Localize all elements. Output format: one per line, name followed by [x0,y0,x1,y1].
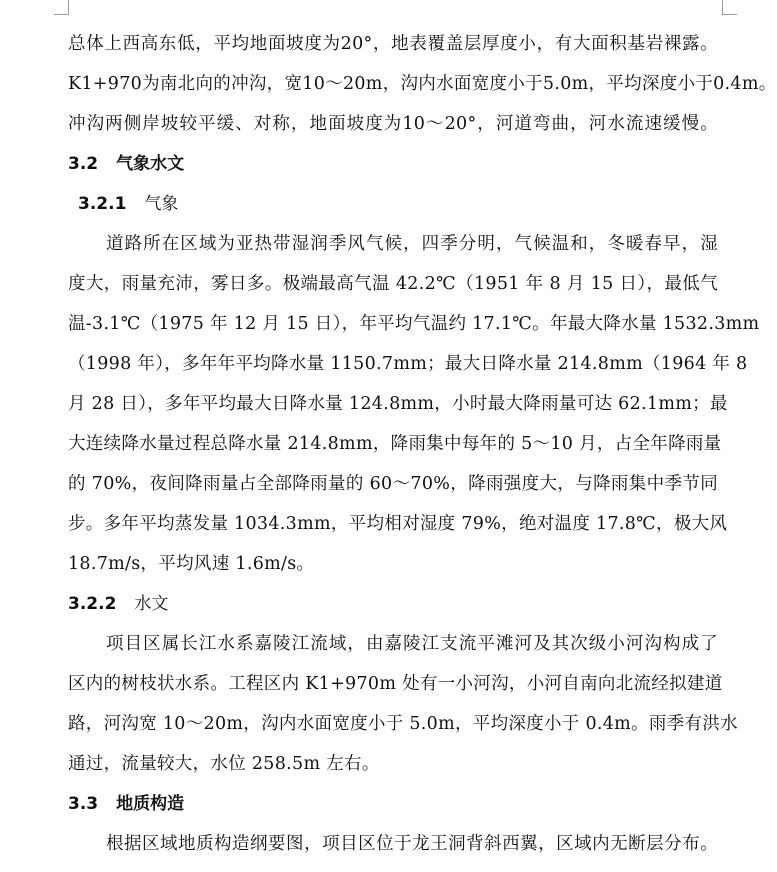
heading-title: 气象 [144,194,179,214]
heading-3-2-2 [68,584,718,624]
margin-corner-mark-left [68,0,69,14]
text-line: 冲沟两侧岸坡较平缓、对称，地面坡度为10～20°，河道弯曲，河水流速缓慢。 [68,114,718,134]
text-line: K1+970为南北向的冲沟，宽10～20m，沟内水面宽度小于5.0m，平均深度小于0.4m。 [68,74,777,94]
text-line: 道路所在区域为亚热带湿润季风气候，四季分明，气候温和，冬暖春早，湿 [106,234,718,254]
paragraph-geology [68,824,718,864]
margin-corner-mark-right-h [722,14,737,15]
heading-title: 水文 [134,594,169,614]
heading-number: 3.3 [68,794,99,814]
text-line: （1998 年），多年年平均降水量 1150.7mm；最大日降水量 214.8mm（1964 年 8 [68,354,748,374]
paragraph-meteorology [68,224,760,584]
text-line: 根据区域地质构造纲要图，项目区位于龙王洞背斜西翼，区域内无断层分布。 [106,834,718,854]
text-line: 通过，流量较大，水位 258.5m 左右。 [68,754,380,774]
heading-number: 3.2.1 [78,194,127,214]
text-line: 总体上西高东低，平均地面坡度为20°，地表覆盖层厚度小，有大面积基岩裸露。 [68,34,718,54]
text-line: 路，河沟宽 10～20m，沟内水面宽度小于 5.0m，平均深度小于 0.4m。雨季有洪水 [68,714,738,734]
text-line: 度大，雨量充沛，雾日多。极端最高气温 42.2℃（1951 年 8 月 15 日），最低气 [68,274,718,294]
text-line: 区内的树枝状水系。工程区内 K1+970m 处有一小河沟，小河自南向北流经拟建道 [68,674,723,694]
paragraph-terrain [68,24,777,144]
heading-number: 3.2.2 [68,594,117,614]
text-line: 的 70%，夜间降雨量占全部降雨量的 60～70%，降雨强度大，与降雨集中季节同 [68,474,718,494]
heading-3-3 [68,784,718,824]
text-line: 月 28 日），多年平均最大日降水量 124.8mm，小时最大降雨量可达 62.1mm；最 [68,394,728,414]
paragraph-hydrology [68,624,738,784]
text-line: 大连续降水量过程总降水量 214.8mm，降雨集中每年的 5～10 月，占全年降雨量 [68,434,722,454]
heading-3-2-1 [68,184,718,224]
margin-corner-mark-left-h [54,14,69,15]
text-line: 项目区属长江水系嘉陵江流域，由嘉陵江支流平滩河及其次级小河沟构成了 [106,634,718,654]
text-line: 18.7m/s，平均风速 1.6m/s。 [68,554,315,574]
heading-number: 3.2 [68,154,99,174]
document-page [68,24,777,864]
margin-corner-mark-right [722,0,723,14]
text-line: 步。多年平均蒸发量 1034.3mm，平均相对湿度 79%，绝对温度 17.8℃，极大风 [68,514,728,534]
text-line: 温-3.1℃（1975 年 12 月 15 日），年平均气温约 17.1℃。年最大降水量 1532.3mm [68,314,760,334]
heading-title: 气象水文 [116,154,185,174]
heading-3-2 [68,144,718,184]
heading-title: 地质构造 [116,794,185,814]
